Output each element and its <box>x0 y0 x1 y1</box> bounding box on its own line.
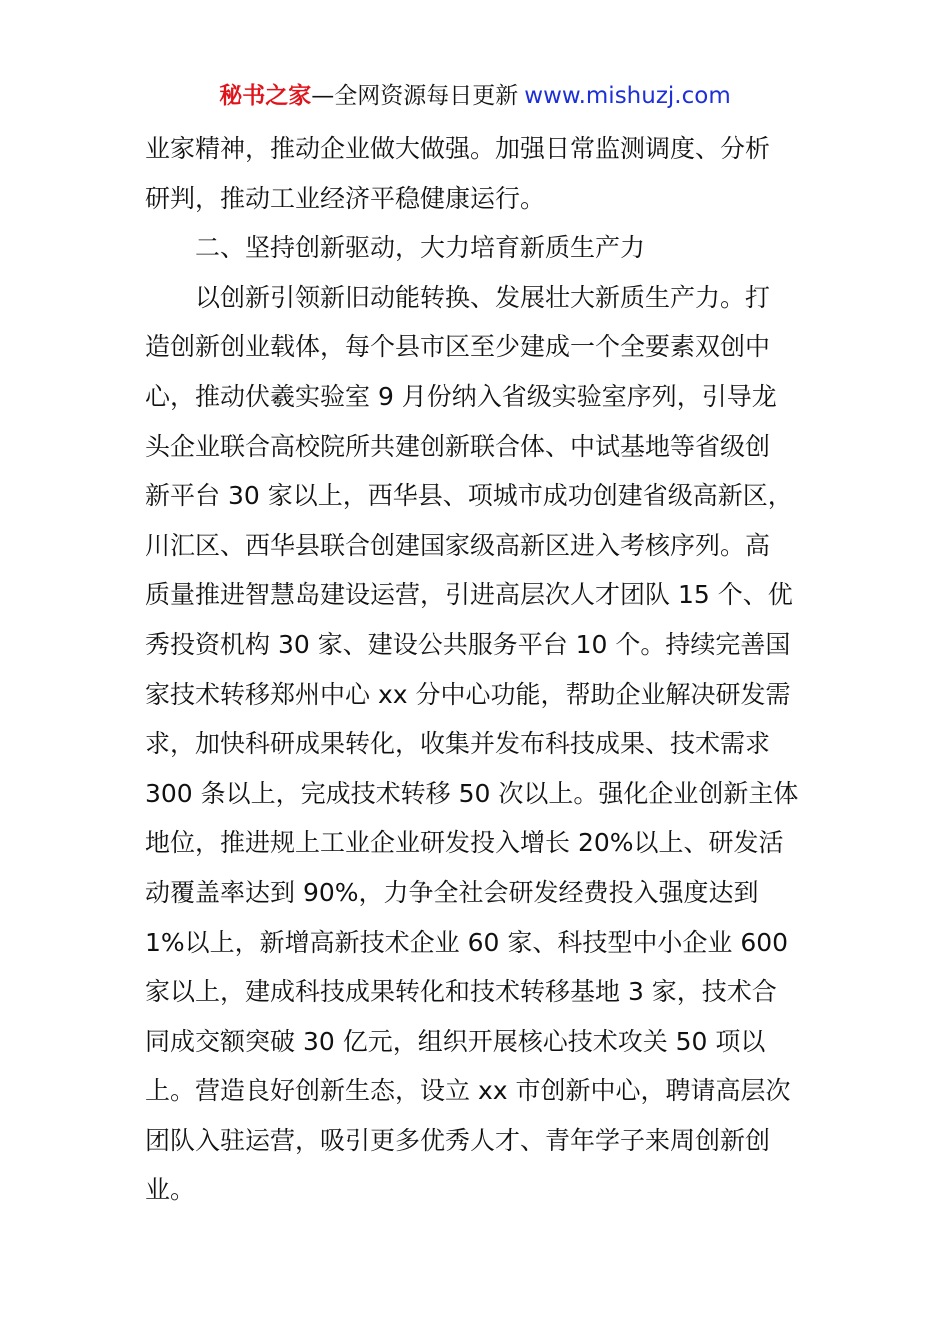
text-line: 动覆盖率达到 90%，力争全社会研发经费投入强度达到 <box>145 877 759 907</box>
document-body <box>145 124 813 1215</box>
text-line: 业家精神，推动企业做大做强。加强日常监测调度、分析 <box>145 134 771 163</box>
text-line: 求，加快科研成果转化，收集并发布科技成果、技术需求 <box>145 729 771 759</box>
site-brand: 秘书之家 <box>219 83 312 109</box>
text-line: 业。 <box>145 1175 196 1205</box>
text-line: 家技术转移郑州中心 xx 分中心功能，帮助企业解决研发需 <box>145 679 791 709</box>
text-line: 300 条以上，完成技术转移 50 次以上。强化企业创新主体 <box>145 778 799 808</box>
section-heading: 二、坚持创新驱动，大力培育新质生产力 <box>195 233 646 263</box>
text-line: 家以上，建成科技成果转化和技术转移基地 3 家，技术合 <box>145 977 777 1007</box>
text-line: 心，推动伏羲实验室 9 月份纳入省级实验室序列，引导龙 <box>145 381 777 411</box>
text-line: 造创新创业载体，每个县市区至少建成一个全要素双创中 <box>145 332 771 362</box>
text-line: 头企业联合高校院所共建创新联合体、中试基地等省级创 <box>145 431 771 461</box>
text-line: 1%以上，新增高新技术企业 60 家、科技型中小企业 600 <box>145 927 789 957</box>
text-line: 上。营造良好创新生态，设立 xx 市创新中心，聘请高层次 <box>145 1076 791 1106</box>
text-line: 川汇区、西华县联合创建国家级高新区进入考核序列。高 <box>145 530 771 560</box>
site-tagline: —全网资源每日更新 <box>311 83 519 109</box>
text-line: 团队入驻运营，吸引更多优秀人才、青年学子来周创新创 <box>145 1125 771 1155</box>
text-line: 同成交额突破 30 亿元，组织开展核心技术攻关 50 项以 <box>145 1026 766 1056</box>
text-line: 地位，推进规上工业企业研发投入增长 20%以上、研发活 <box>145 828 784 858</box>
text-line: 新平台 30 家以上，西华县、项城市成功创建省级高新区， <box>145 481 793 511</box>
text-line: 以创新引领新旧动能转换、发展壮大新质生产力。打 <box>195 282 771 312</box>
page-header <box>0 80 950 112</box>
text-line: 质量推进智慧岛建设运营，引进高层次人才团队 15 个、优 <box>145 580 793 610</box>
site-url-link[interactable]: www.mishuzj.com <box>524 83 731 109</box>
text-line: 研判，推动工业经济平稳健康运行。 <box>145 183 546 213</box>
text-line: 秀投资机构 30 家、建设公共服务平台 10 个。持续完善国 <box>145 629 791 659</box>
